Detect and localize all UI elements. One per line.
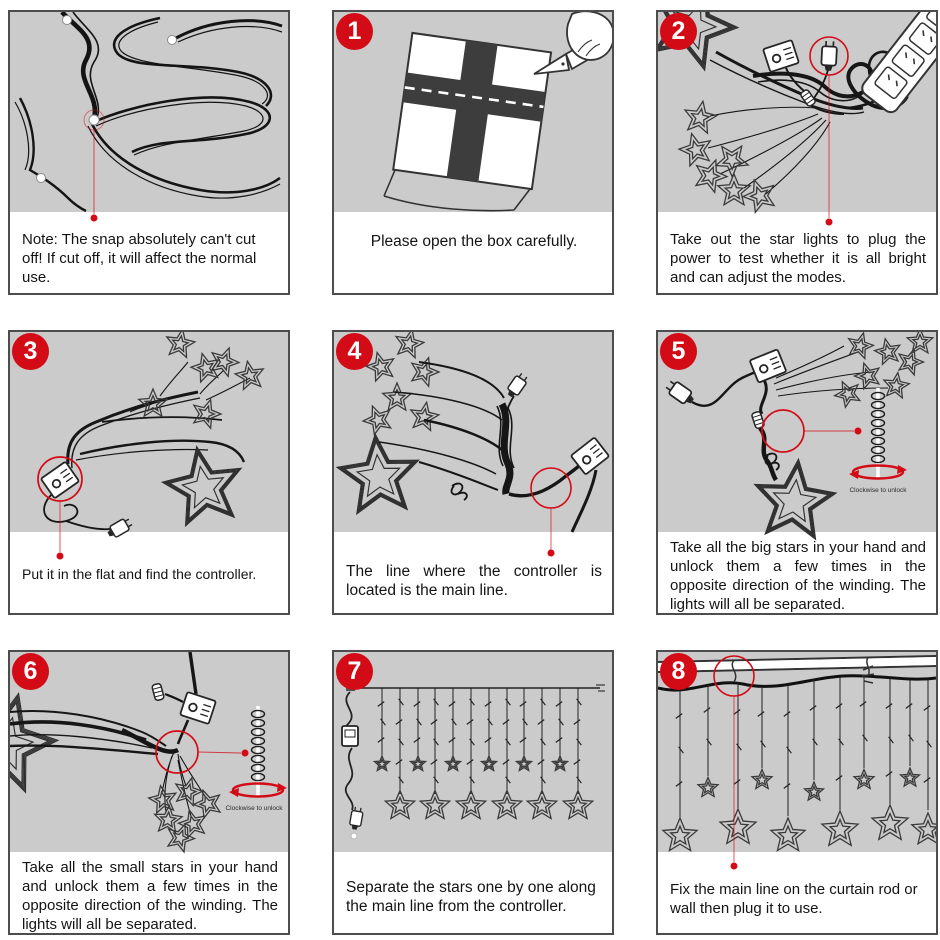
panel-step6 xyxy=(8,650,290,935)
step-number-badge: 7 xyxy=(336,653,373,690)
panel-note xyxy=(8,10,290,295)
gift-box xyxy=(393,33,551,189)
step-caption: Take all the small stars in your hand and unlock them a few times in the opposite direction of the winding. The lights will all be separated. xyxy=(22,859,278,933)
panel-step5 xyxy=(656,330,938,615)
step-caption: Take all the big stars in your hand and unlock them a few times in the opposite direction of the winding. The lights will all be separated. xyxy=(670,539,926,613)
panel-step1 xyxy=(332,10,614,295)
panel-step7 xyxy=(332,650,614,935)
panel-step3 xyxy=(8,330,290,615)
step-caption: Take out the star lights to plug the power to test whether it is all bright and can adjust the modes. xyxy=(670,231,926,286)
step-caption: Fix the main line on the curtain rod or wall then plug it to use. xyxy=(670,881,918,917)
step-number-badge: 8 xyxy=(660,653,697,690)
panel-step4 xyxy=(332,330,614,615)
panel-step8 xyxy=(656,650,938,935)
step-caption: Separate the stars one by one along the main line from the controller. xyxy=(346,879,596,915)
step-number-badge: 3 xyxy=(12,333,49,370)
hand-icon xyxy=(567,12,612,60)
step-caption: Please open the box carefully. xyxy=(370,233,578,250)
step-number-badge: 6 xyxy=(12,653,49,690)
step-number-badge: 1 xyxy=(336,13,373,50)
coil-unlock-label: Clockwise to unlock xyxy=(225,805,283,812)
step-caption: Note: The snap absolutely can't cut off! If cut off, it will affect the normal use. xyxy=(22,231,257,286)
step-number-badge: 4 xyxy=(336,333,373,370)
coil-unlock-label: Clockwise to unlock xyxy=(849,487,907,494)
step-caption: The line where the controller is located is the main line. xyxy=(346,563,602,599)
step-number-badge: 2 xyxy=(660,13,697,50)
panel-step2 xyxy=(656,10,938,295)
step-caption: Put it in the flat and find the controller. xyxy=(22,566,257,582)
cord-tip xyxy=(351,833,357,839)
step-number-badge: 5 xyxy=(660,333,697,370)
